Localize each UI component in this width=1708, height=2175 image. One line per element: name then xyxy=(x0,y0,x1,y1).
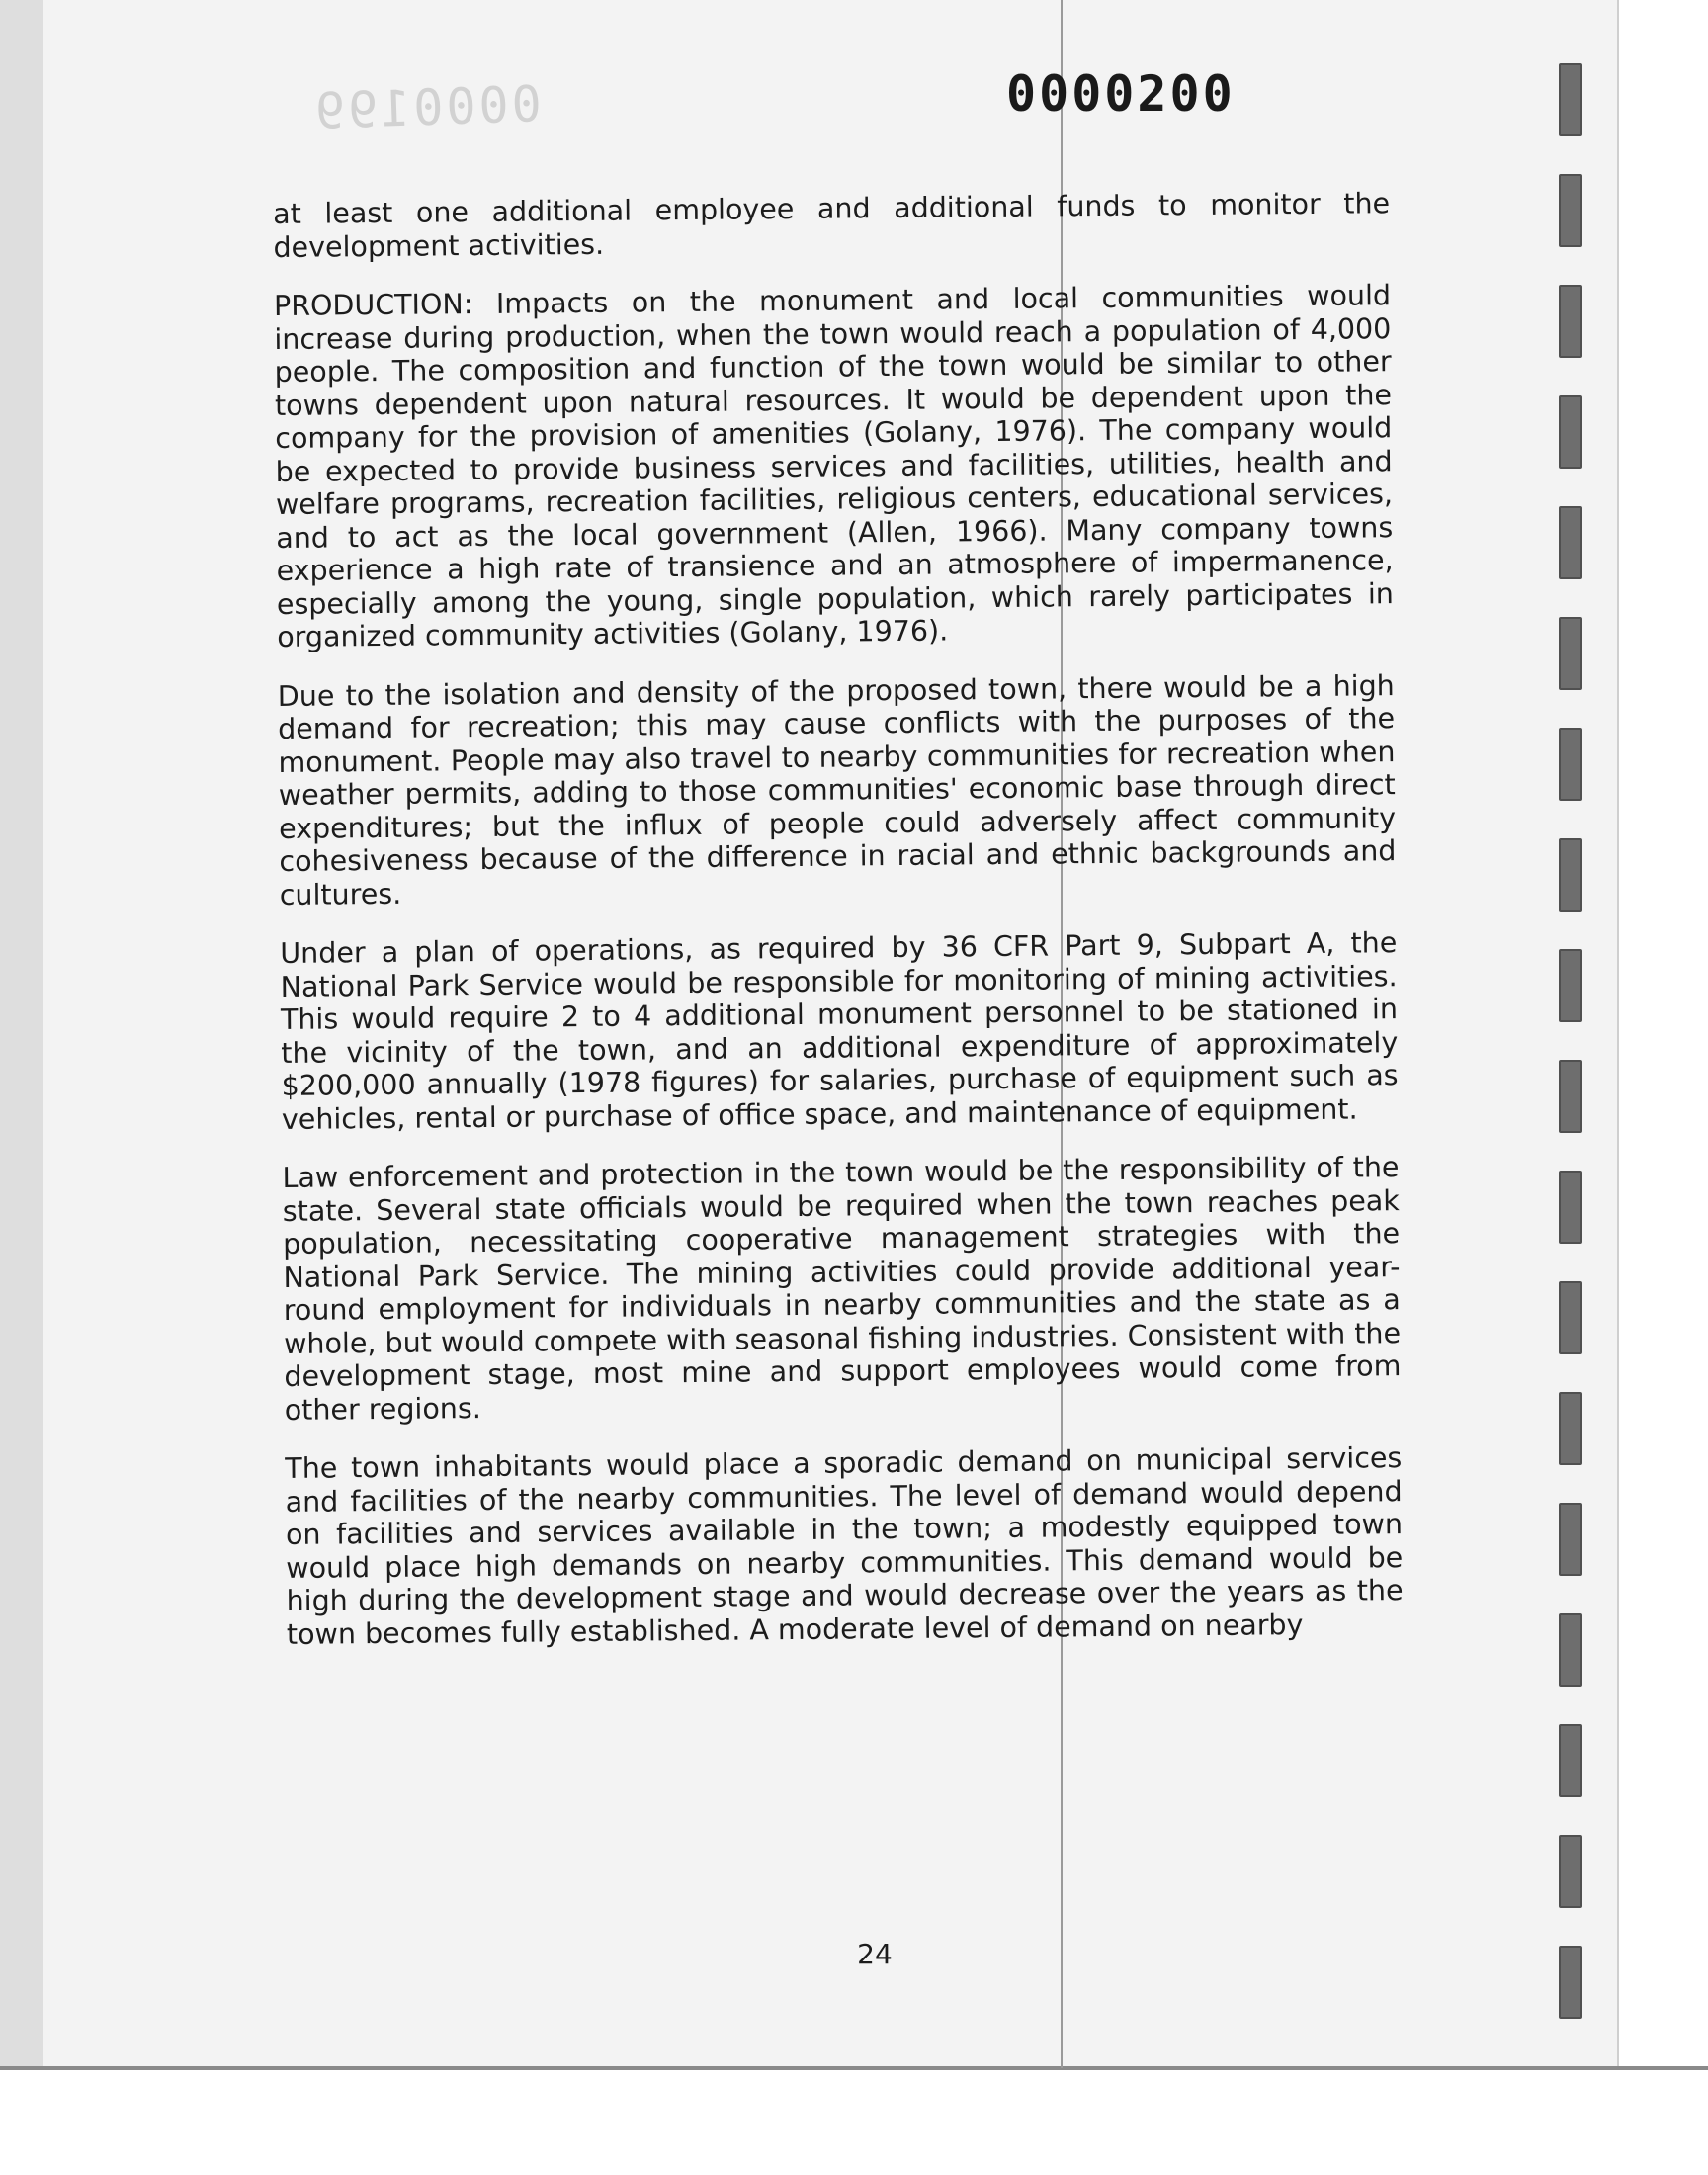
perforation-hole xyxy=(1559,838,1582,912)
document-number: 0000200 xyxy=(1006,65,1236,123)
paragraph: Under a plan of operations, as required by 36 CFR Part 9, Subpart A, the National Park Service would be responsible for monitoring of mining activities. This would require 2 to 4 additional monument personnel to be stationed in the vicinity of the town, and an additional expenditure of approximately $200,000 annually (1978 figures) for salaries, purchase of equipment such as vehicles, rental or purchase of office space, and maintenance of equipment. xyxy=(280,926,1399,1136)
perforation-hole xyxy=(1559,1613,1582,1687)
paragraph: at least one additional employee and additional funds to monitor the development activities. xyxy=(273,187,1391,264)
perforation-hole xyxy=(1559,1724,1582,1797)
paragraph: PRODUCTION: Impacts on the monument and local communities would increase during production, when the town would reach a population of 4,000 people. The composition and function of the town would be similar to other towns dependent upon natural resources. It would be dependent upon the company for the provision of amenities (Golany, 1976). The company would be expected to provide business services and facilities, utilities, health and welfare programs, recreation facilities, religious centers, educational services, and to act as the local government (Allen, 1966). Many company towns experience a high rate of transience and an atmosphere of impermanence, especially among the young, single population, which rarely participates in organized community activities (Golany, 1976). xyxy=(273,279,1395,653)
perforation-hole xyxy=(1559,506,1582,579)
paragraph: Due to the isolation and density of the proposed town, there would be a high demand for recreation; this may cause conflicts with the purposes of the monument. People may also travel to nearby communities for recreation when weather permits, adding to those communities' economic base through direct expenditures; but the influx of people could adversely affect community cohesiveness because of the difference in racial and ethnic backgrounds and cultures. xyxy=(277,668,1397,912)
perforation-hole xyxy=(1559,174,1582,247)
perforation-hole xyxy=(1559,285,1582,358)
paragraph: Law enforcement and protection in the town would be the responsibility of the state. Several state officials would be required when the town reaches peak population, necessitating cooperative management strategies with the National Park Service. The mining activities could provide additional year-round employment for individuals in nearby communities and the state as a whole, but would compete with seasonal fishing industries. Consistent with the development stage, most mine and support employees would come from other regions. xyxy=(282,1151,1402,1427)
perforation-hole xyxy=(1559,395,1582,469)
perforation-hole xyxy=(1559,617,1582,690)
page-edge-shadow xyxy=(0,0,43,2066)
page-bottom-edge xyxy=(0,2066,1708,2070)
perforation-hole xyxy=(1559,1946,1582,2019)
perforation-hole xyxy=(1559,1281,1582,1354)
paragraph: The town inhabitants would place a sporadic demand on municipal services and facilities of the nearby communities. The level of demand would depend on facilities and services available in the town; a modestly equipped town would place high demands on nearby communities. This demand would be high during the development stage and would decrease over the years as the town becomes fully established. A moderate level of demand on nearby xyxy=(285,1441,1404,1651)
perforation-hole xyxy=(1559,1835,1582,1908)
perforation-hole xyxy=(1559,728,1582,801)
perforation-hole xyxy=(1559,949,1582,1022)
body-text xyxy=(273,187,1404,1677)
perforation-hole xyxy=(1559,1392,1582,1465)
perforation-hole xyxy=(1559,1060,1582,1133)
perforation-hole xyxy=(1559,1171,1582,1244)
page-number: 24 xyxy=(857,1938,893,1970)
perforation-hole xyxy=(1559,1503,1582,1576)
perforation-hole xyxy=(1559,63,1582,136)
bleed-through-number: 0000199 xyxy=(311,74,543,141)
